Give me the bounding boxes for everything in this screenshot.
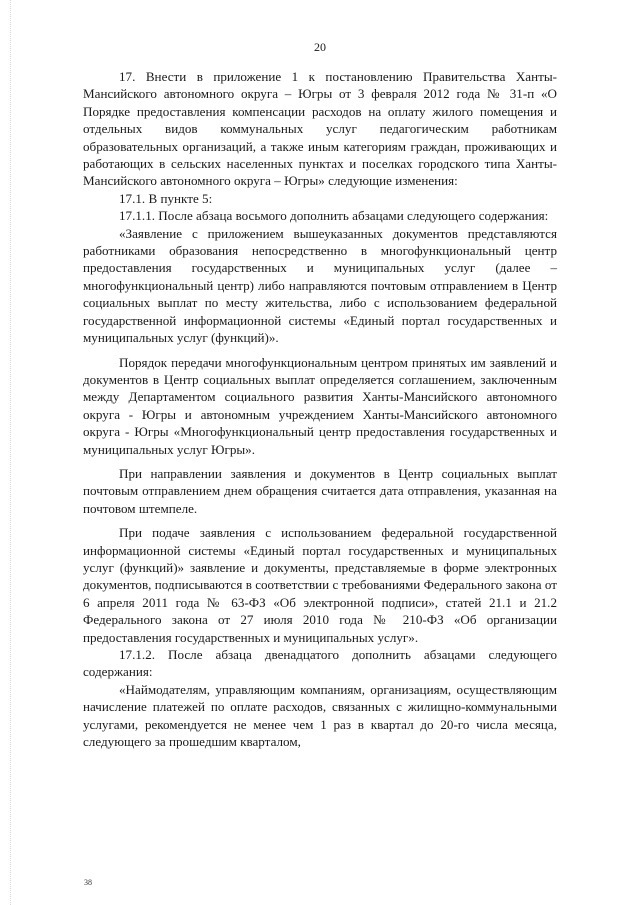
- document-body: [83, 68, 557, 750]
- paragraph-item-17-1: 17.1. В пункте 5:: [119, 190, 213, 206]
- paragraph-item-17: 17. Внести в приложение 1 к постановлению Правительства Ханты-Мансийского автономного округа – Югры от 3 февраля 2012 года № 31-п «О Порядке предоставления компенсации расходов на оплату жилого помещения и отдельных видов коммунальных услуг педагогическим работникам образовательных организаций, а также иным категориям граждан, проживающих и работающих в сельских населенных пунктах и поселках городского типа Ханты-Мансийского автономного округа – Югры» следующие изменения:: [83, 69, 557, 189]
- paragraph-postal-submission: При направлении заявления и документов в Центр социальных выплат почтовым отправлением днем обращения считается дата отправления, указанная на почтовом штемпеле.: [83, 465, 557, 516]
- paragraph-application-submission: «Заявление с приложением вышеуказанных документов представляются работниками образования непосредственно в многофункциональный центр предоставления государственных и муниципальных услуг (далее – многофункциональный центр) либо направляются почтовым отправлением в Центр социальных выплат по месту жительства, либо с использованием федеральной государственной информационной системы «Единый портал государственных и муниципальных услуг (функций)».: [83, 225, 557, 346]
- page-number: 20: [314, 40, 326, 54]
- paragraph-item-17-1-1: 17.1.1. После абзаца восьмого дополнить абзацами следующего содержания:: [119, 208, 549, 224]
- paragraph-electronic-submission: При подаче заявления с использованием федеральной государственной информационной системы «Единый портал государственных и муниципальных услуг (функций)» заявление и документы, представляемые в форме электронных документов, подписываются в соответствии с требованиями Федерального закона от 6 апреля 2011 года № 63-ФЗ «Об электронной подписи», статей 21.1 и 21.2 Федерального закона от 27 июля 2010 года № 210-ФЗ «Об организации предоставления государственных и муниципальных услуг».: [83, 525, 557, 645]
- paragraph-transfer-procedure: Порядок передачи многофункциональным центром принятых им заявлений и документов в Центр социальных выплат определяется соглашением, заключенным между Департаментом социального развития Ханты-Мансийского автономного округа - Югры и автономным учреждением Ханты-Мансийского автономного округа - Югры «Многофункциональный центр предоставления государственных и муниципальных услуг Югры».: [83, 354, 557, 457]
- paragraph-item-17-1-2: 17.1.2. После абзаца двенадцатого дополнить абзацами следующего содержания:: [83, 647, 557, 680]
- paragraph-landlords: «Наймодателям, управляющим компаниям, организациям, осуществляющим начисление платежей по оплате расходов, связанных с жилищно-коммунальными услугами, рекомендуется не менее чем 1 раз в квартал до 20-го числа месяца, следующего за прошедшим кварталом,: [83, 681, 557, 750]
- footer-mark: 38: [84, 878, 92, 887]
- scan-edge: [10, 0, 12, 905]
